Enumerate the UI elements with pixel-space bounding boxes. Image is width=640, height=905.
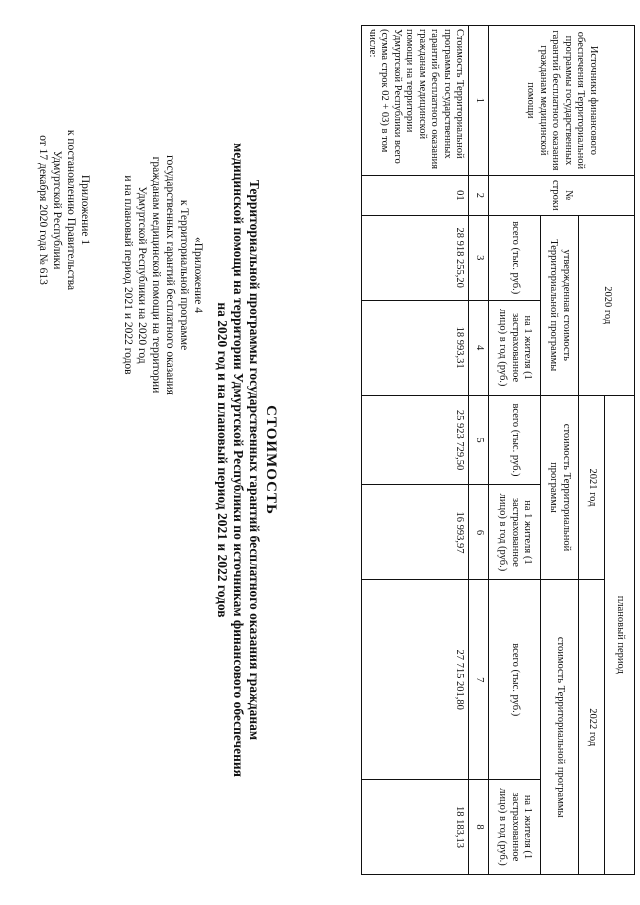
header-total-2022: всего (тыс. руб.) bbox=[489, 580, 541, 780]
header-per-resident-2021: на 1 жителя (1 застрахованное лицо) в год (руб.) bbox=[489, 485, 541, 580]
column-number: 6 bbox=[469, 485, 489, 580]
appendix-4-line: «Приложение 4 bbox=[192, 236, 204, 314]
per-resident-2020: 18 993,31 bbox=[362, 300, 469, 395]
title-line: медицинской помощи на территории Удмуртской Республики по источникам финансового обеспечения bbox=[231, 143, 246, 777]
appendix-4-line: Удмуртской Республики на 2020 год bbox=[136, 186, 148, 364]
total-2021: 25 923 729,50 bbox=[362, 395, 469, 485]
title-line: на 2020 год и на плановый период 2021 и 2022 годов bbox=[215, 302, 230, 618]
header-2020: 2020 год bbox=[579, 215, 635, 395]
header-row-number: № строки bbox=[489, 175, 635, 215]
appendix-4-line: и на плановый период 2021 и 2022 годов bbox=[122, 175, 134, 375]
cost-table bbox=[362, 25, 636, 875]
appendix-4-line: государственных гарантий бесплатного оказания bbox=[164, 155, 176, 395]
column-numbers-row bbox=[469, 26, 489, 875]
row-label: Стоимость Территориальной программы государственных гарантий бесплатного оказания гражданам медицинской помощи на территории Удмуртской Республики всего (сумма строк 02 + 03) в том числе: bbox=[362, 26, 469, 176]
column-number: 8 bbox=[469, 779, 489, 874]
appendix-4-header bbox=[121, 145, 205, 405]
header-cost-2021: стоимость Территориальной программы bbox=[541, 395, 579, 580]
header-per-resident-2022: на 1 жителя (1 застрахованное лицо) в год (руб.) bbox=[489, 779, 541, 874]
appendix-1-header bbox=[36, 110, 92, 310]
table-row bbox=[362, 26, 469, 875]
column-number: 7 bbox=[469, 580, 489, 780]
header-approved-cost: утвержденная стоимость Территориальной программы bbox=[541, 215, 579, 395]
appendix-1-line: Приложение 1 bbox=[79, 174, 91, 246]
header-total-2020: всего (тыс. руб.) bbox=[489, 215, 541, 300]
column-number: 2 bbox=[469, 175, 489, 215]
header-total-2021: всего (тыс. руб.) bbox=[489, 395, 541, 485]
appendix-4-line: гражданам медицинской помощи на территории bbox=[150, 156, 162, 394]
per-resident-2021: 16 993,97 bbox=[362, 485, 469, 580]
appendix-1-line: к постановлению Правительства bbox=[65, 129, 77, 291]
per-resident-2022: 18 183,13 bbox=[362, 779, 469, 874]
document-title bbox=[214, 60, 280, 860]
appendix-1-line: Удмуртской Республики bbox=[51, 150, 63, 270]
column-number: 5 bbox=[469, 395, 489, 485]
appendix-1-line: от 17 декабря 2020 года № 613 bbox=[37, 135, 49, 285]
total-2022: 27 715 201,80 bbox=[362, 580, 469, 780]
column-number: 1 bbox=[469, 26, 489, 176]
header-planned-period: плановый период bbox=[605, 395, 635, 874]
column-number: 3 bbox=[469, 215, 489, 300]
appendix-4-line: к Территориальной программе bbox=[178, 199, 190, 351]
header-2022: 2022 год bbox=[579, 580, 605, 875]
header-sources: Источники финансового обеспечения Территориальной программы государственных гарантий бесплатного оказания гражданам медицинской помощи bbox=[489, 26, 635, 176]
header-per-resident-2020: на 1 жителя (1 застрахованное лицо) в год (руб.) bbox=[489, 300, 541, 395]
row-number: 01 bbox=[362, 175, 469, 215]
total-2020: 28 918 255,20 bbox=[362, 215, 469, 300]
title-line: Территориальной программы государственных гарантий бесплатного оказания гражданам bbox=[247, 179, 262, 741]
column-number: 4 bbox=[469, 300, 489, 395]
header-cost-2022: стоимость Территориальной программы bbox=[541, 580, 579, 875]
title-main: СТОИМОСТЬ bbox=[263, 405, 279, 515]
header-2021: 2021 год bbox=[579, 395, 605, 580]
